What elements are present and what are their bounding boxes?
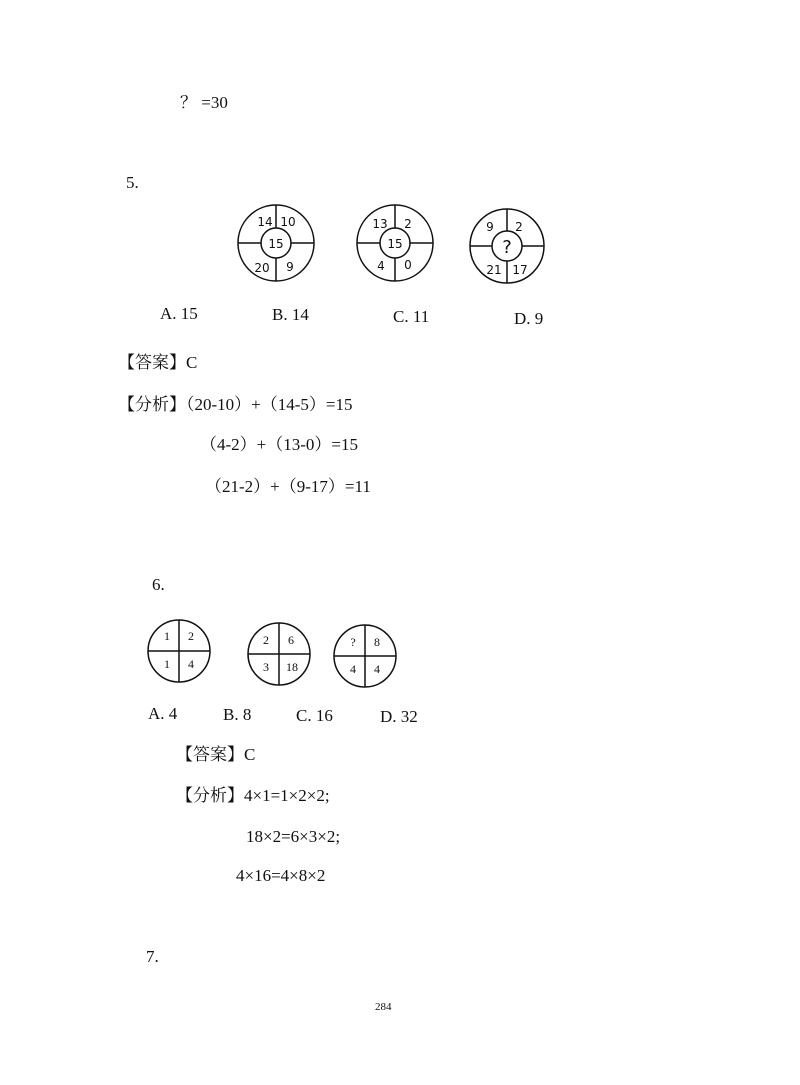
q5-f2-top-left: 13 bbox=[372, 217, 388, 231]
q5-f3-bottom-right: 17 bbox=[512, 263, 528, 277]
q5-f3-top-left: 9 bbox=[486, 220, 494, 234]
q6-f1-top-left: 1 bbox=[164, 629, 170, 643]
q6-f2-top-left: 2 bbox=[263, 633, 269, 647]
q6-option-b: B. 8 bbox=[223, 705, 252, 724]
q5-figure-2 bbox=[355, 203, 435, 283]
q6-option-d: D. 32 bbox=[380, 707, 418, 726]
q5-answer-value: C bbox=[186, 353, 198, 372]
question-5-number: 5. bbox=[126, 173, 139, 192]
q6-answer-line bbox=[176, 746, 255, 763]
q6-analysis-line-1 bbox=[176, 787, 330, 804]
q5-f2-bottom-right: 0 bbox=[404, 258, 412, 272]
q6-figure-2 bbox=[246, 621, 312, 687]
q5-analysis-line-1 bbox=[118, 396, 353, 413]
q5-f1-bottom-left: 20 bbox=[254, 261, 270, 275]
q5-f1-bottom-right: 9 bbox=[286, 260, 294, 274]
q5-f1-center: 15 bbox=[268, 237, 284, 251]
q5-option-a: A. 15 bbox=[160, 304, 198, 323]
q5-figure-1 bbox=[236, 203, 316, 283]
q6-f1-bottom-right: 4 bbox=[188, 657, 194, 671]
q6-analysis-line-3: 4×16=4×8×2 bbox=[236, 866, 326, 885]
q6-f3-top-right: 8 bbox=[374, 635, 380, 649]
q5-option-b: B. 14 bbox=[272, 305, 309, 324]
q5-analysis-text-1: （20-10）+（14-5）=15 bbox=[186, 395, 353, 414]
previous-answer-line: ？ =30 bbox=[180, 93, 228, 112]
q5-answer-label: 【答案】 bbox=[118, 353, 186, 372]
q5-f2-top-right: 2 bbox=[404, 217, 412, 231]
question-6-number: 6. bbox=[152, 575, 165, 594]
q5-option-d: D. 9 bbox=[514, 309, 544, 328]
q5-analysis-label: 【分析】 bbox=[118, 395, 186, 414]
page-number: 284 bbox=[375, 1001, 392, 1013]
q6-f3-top-left-question-mark: ? bbox=[350, 635, 356, 649]
q5-analysis-line-3: （21-2）+（9-17）=11 bbox=[205, 477, 371, 496]
q5-f1-top-left: 14 bbox=[257, 215, 273, 229]
q5-f3-bottom-left: 21 bbox=[486, 263, 502, 277]
q5-f3-top-right: 2 bbox=[515, 220, 523, 234]
q6-f3-bottom-left: 4 bbox=[350, 662, 356, 676]
q6-f1-top-right: 2 bbox=[188, 629, 194, 643]
q5-f1-top-right: 10 bbox=[280, 215, 296, 229]
q6-f2-top-right: 6 bbox=[288, 633, 294, 647]
q5-option-c: C. 11 bbox=[393, 307, 430, 326]
q6-analysis-line-2: 18×2=6×3×2; bbox=[246, 827, 341, 846]
q6-analysis-label: 【分析】 bbox=[176, 786, 244, 805]
q5-analysis-line-2: （4-2）+（13-0）=15 bbox=[200, 435, 358, 454]
q6-figure-3 bbox=[332, 623, 398, 689]
q5-figure-3 bbox=[468, 207, 546, 285]
q6-analysis-text-1: 4×1=1×2×2; bbox=[244, 786, 330, 805]
q6-answer-label: 【答案】 bbox=[176, 745, 244, 764]
q6-option-a: A. 4 bbox=[148, 704, 178, 723]
q6-f3-bottom-right: 4 bbox=[374, 662, 380, 676]
q5-answer-line bbox=[118, 354, 197, 371]
q6-f2-bottom-right: 18 bbox=[286, 660, 298, 674]
q6-f1-bottom-left: 1 bbox=[164, 657, 170, 671]
question-7-number: 7. bbox=[146, 947, 159, 966]
q6-option-c: C. 16 bbox=[296, 706, 333, 725]
q6-figure-1 bbox=[146, 618, 212, 684]
q5-f2-center: 15 bbox=[387, 237, 403, 251]
q6-answer-value: C bbox=[244, 745, 256, 764]
q6-f2-bottom-left: 3 bbox=[263, 660, 269, 674]
q5-f2-bottom-left: 4 bbox=[377, 259, 385, 273]
q5-f3-center-question-mark: ? bbox=[502, 237, 512, 258]
